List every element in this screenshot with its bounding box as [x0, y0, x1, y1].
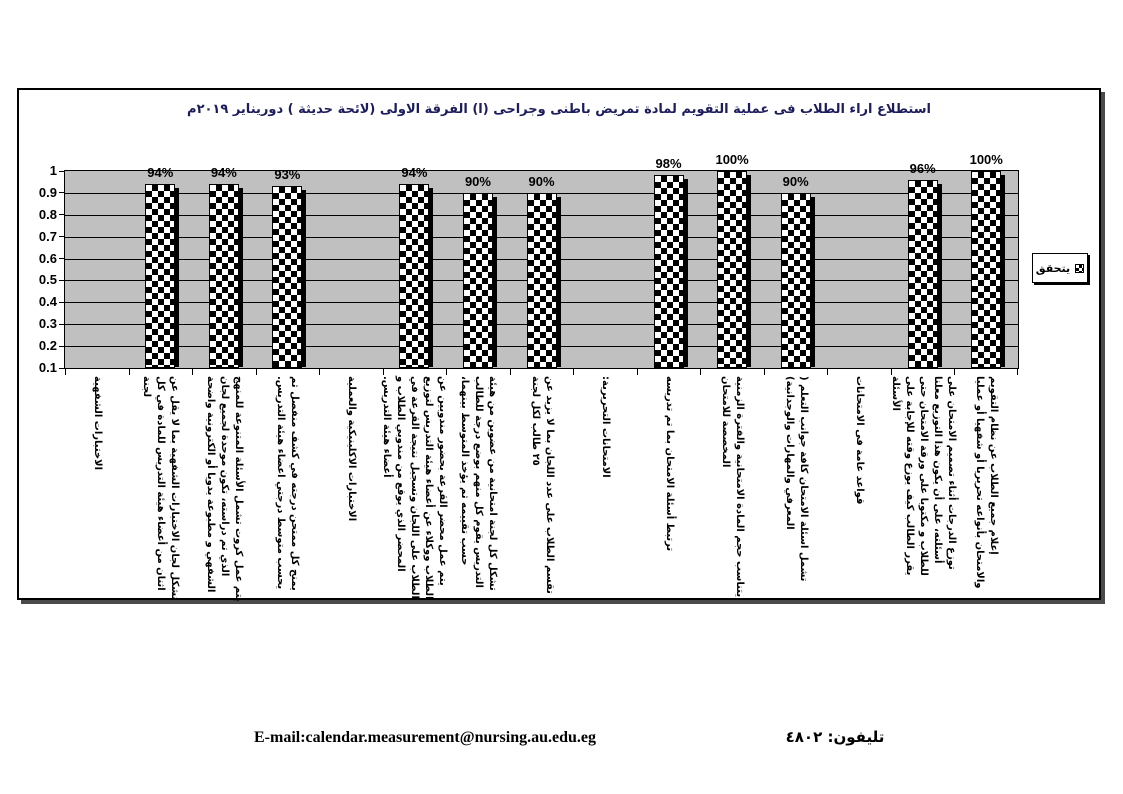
y-tick-label: 0.5: [38, 272, 57, 288]
bar-value-label: 100%: [969, 152, 1003, 167]
category-tick: [319, 369, 320, 375]
y-axis-tick: [59, 171, 65, 172]
category-tick: [827, 369, 828, 375]
bar-value-label: 96%: [909, 160, 936, 176]
bar: [145, 184, 175, 368]
chart-title: استطلاع اراء الطلاب فى عملية التقويم لمادة تمريض باطنى وجراحى (ا) الفرقة الاولى (لائحة حديثة ) دوريناير ٢٠١٩م: [187, 102, 931, 117]
y-axis-tick: [59, 346, 65, 347]
category-label: يتناسب حجم المادة الامتحانية والفترة الزمنية المخصصة للامتحان: [720, 376, 746, 598]
y-tick-label: 0.9: [38, 184, 57, 200]
bar: [399, 184, 429, 368]
category-label: تقسم الطلاب على عدد اللجان بما لا يزيد عن ٢٥ طالب لكل لجنة: [529, 376, 555, 594]
category-label: الاختبارات الاكلينيكية والعملية: [345, 376, 357, 522]
category-label: تشمل اسئلة الامتحان كافة جوانب التعلم ( المعرفي والمهارات والوجدانية): [783, 376, 809, 582]
checkered-series-marker-icon: [1075, 264, 1084, 273]
bar-value-label: 98%: [655, 156, 682, 172]
y-axis-tick: [59, 214, 65, 215]
bar-value-label: 94%: [147, 165, 174, 181]
category-tick: [1017, 369, 1018, 375]
category-label: الامتحانات التحريرية:: [600, 376, 612, 478]
y-tick-label: 0.2: [38, 338, 57, 354]
category-tick: [891, 369, 892, 375]
category-tick: [256, 369, 257, 375]
legend: [1032, 253, 1088, 283]
y-tick-label: 0.4: [38, 294, 57, 310]
category-label: يمنح كل ممتحن درجته في كشف منفصل ثم يحسب متوسط درجتي اعضاء هيئة التدريس.: [275, 376, 301, 591]
bar-value-label: 93%: [274, 167, 301, 183]
category-tick: [383, 369, 384, 375]
category-tick: [954, 369, 955, 375]
legend-label: يتحقق: [1035, 261, 1071, 275]
category-tick: [700, 369, 701, 375]
bar-value-label: 94%: [401, 165, 428, 181]
category-label: يتم عمل كروت تشمل الأسئلة المتنوعة للمنهج الذي تم دراسته، تكون موحدة لجميع لجان الشفهي و مطبوعة يدويا أو الكترونية واضحة: [204, 376, 244, 602]
y-axis-tick: [59, 302, 65, 303]
bar: [781, 193, 811, 368]
y-tick-label: 1: [49, 163, 57, 178]
y-axis-tick: [59, 192, 65, 193]
category-label: ترتبط أسئلة الامتحان بما تم تدريسه: [663, 376, 675, 552]
bar: [717, 171, 747, 368]
category-tick: [764, 369, 765, 375]
category-tick: [129, 369, 130, 375]
y-axis-tick: [59, 324, 65, 325]
footer-email: E-mail:calendar.measurement@nursing.au.edu.eg: [254, 729, 596, 746]
category-tick: [446, 369, 447, 375]
bar-value-label: 100%: [715, 152, 749, 167]
bar: [272, 186, 302, 368]
chart-frame: [17, 88, 1101, 600]
category-label: الاختبارات الشفهية: [91, 376, 103, 471]
category-tick: [573, 369, 574, 375]
bar: [527, 193, 557, 368]
category-tick: [510, 369, 511, 375]
y-axis-tick: [59, 258, 65, 259]
y-tick-label: 0.3: [38, 316, 57, 332]
bar-value-label: 94%: [210, 165, 237, 181]
category-label: توزع الدرجات أثناء تصميم الامتحان على أسئلته، على أن يكون هذا التوزيع معلنا للطلاب و مكتوبا على ورقة الامتحان حتى يقرر الطالب كيف يوزع وقته للإجابة على الأسئلة: [889, 376, 957, 576]
category-tick: [65, 369, 66, 375]
bar: [463, 193, 493, 368]
bar-value-label: 90%: [464, 173, 491, 189]
y-axis-tick: [59, 236, 65, 237]
y-axis-tick: [59, 280, 65, 281]
bar: [654, 175, 684, 368]
y-tick-label: 0.1: [38, 360, 57, 375]
bar-value-label: 90%: [528, 173, 555, 189]
bar-value-label: 90%: [782, 173, 809, 189]
y-tick-label: 0.7: [38, 228, 57, 244]
y-tick-label: 0.6: [38, 250, 57, 266]
category-label: تشكل لجان الاختبارات الشفهية بما لا يقل عن اثنان من أعضاء هيئة التدريس للمادة في كل لجنة: [141, 376, 181, 601]
category-label: تشكل كل لجنة امتحانية من عضوين من هيئة التدريس يقوم كل منهم بوضع درجة للطالب حسب تقييمه ثم يؤخذ المتوسط بينهما،: [458, 376, 498, 591]
y-tick-label: 0.8: [38, 206, 57, 222]
category-label: إعلام جميع الطلاب عن نظام التقويم والامتحان بأنواعه تحريريا أو شفهيا أو عمليا: [974, 376, 1000, 589]
bar: [209, 184, 239, 368]
bar: [908, 180, 938, 368]
category-label: يتم عمل محضر القرعة بحضور مندوبين عن الطلاب ووكلاء عن أعضاء هيئة التدريس لتوزيع الطلاب على اللجان وتسجيل نتيجة القرعة في المحضر الذي يوقع من مندوبي الطلاب و أعضاء هيئة التدريس.: [381, 376, 449, 600]
category-label: قواعد عامة فى الامتحانات: [854, 376, 866, 505]
category-tick: [637, 369, 638, 375]
category-tick: [192, 369, 193, 375]
bar: [971, 171, 1001, 368]
plot-area: [38, 152, 1019, 602]
footer-phone: تليفون: ٤٨٠٢: [785, 728, 885, 746]
